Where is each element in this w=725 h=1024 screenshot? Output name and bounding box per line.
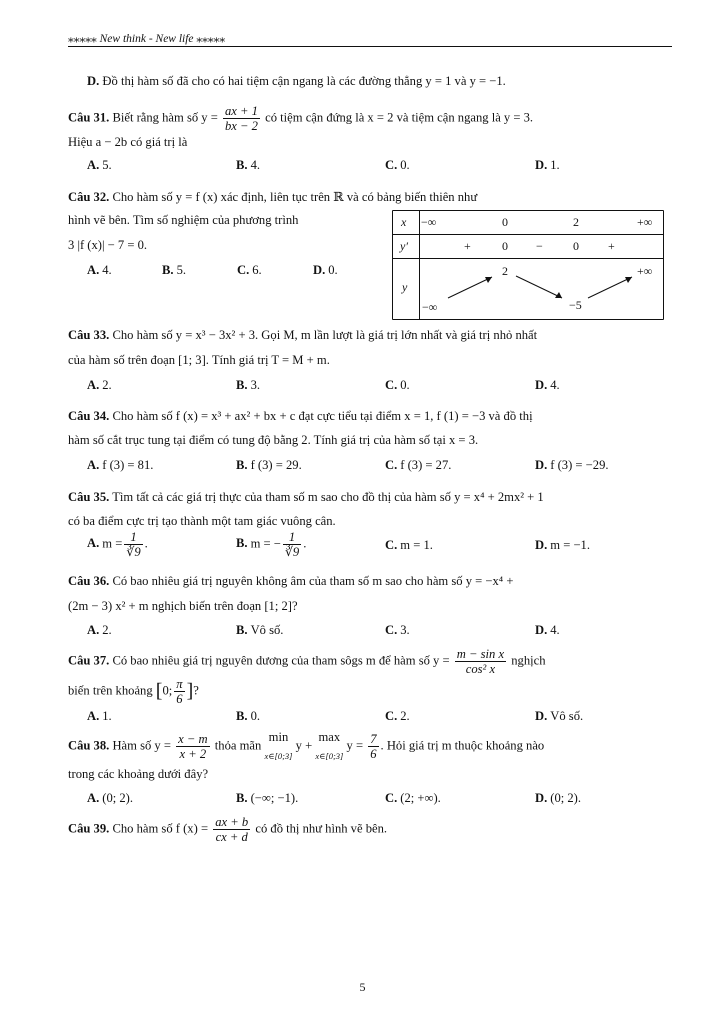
option-text: f (3) = 81. bbox=[102, 458, 154, 472]
numerator: 1 bbox=[130, 530, 137, 544]
option-key: A. bbox=[87, 791, 100, 805]
q34-option-b bbox=[236, 458, 302, 473]
option-key: B. bbox=[162, 263, 174, 277]
q37-post: nghịch bbox=[511, 653, 546, 668]
option-text: 4. bbox=[550, 623, 560, 637]
q38-option-d bbox=[535, 791, 581, 806]
q39-post: có đồ thị như hình vẽ bên. bbox=[255, 821, 388, 836]
question-label: Câu 31. bbox=[68, 110, 110, 125]
option-text: f (3) = 29. bbox=[250, 458, 302, 472]
option-key: D. bbox=[535, 458, 548, 472]
option-text: 5. bbox=[176, 263, 187, 277]
q38-option-a bbox=[87, 791, 133, 806]
interval-fraction bbox=[174, 677, 184, 706]
q31-post: có tiệm cận đứng là x = 2 và tiệm cận ngang là y = 3. bbox=[265, 110, 534, 125]
q39-stem bbox=[68, 815, 387, 844]
denominator: cos² x bbox=[455, 661, 506, 676]
option-text: 5. bbox=[102, 158, 112, 172]
interval-left: 0; bbox=[162, 683, 173, 698]
q34-stem bbox=[68, 409, 533, 424]
option-text: m = −1. bbox=[550, 538, 590, 552]
q35-option-a bbox=[87, 530, 148, 559]
q35-option-d bbox=[535, 538, 590, 553]
q32-option-b bbox=[162, 263, 186, 278]
option-key: C. bbox=[385, 158, 398, 172]
sign: − bbox=[536, 239, 543, 253]
q36-option-c bbox=[385, 623, 410, 638]
q31-option-a bbox=[87, 158, 112, 173]
option-key: D. bbox=[87, 74, 100, 88]
option-text: 1. bbox=[550, 158, 560, 172]
question-label: Câu 38. bbox=[68, 738, 110, 753]
option-text: 6. bbox=[252, 263, 262, 277]
q37-stem bbox=[68, 647, 546, 676]
question-label: Câu 33. bbox=[68, 328, 110, 342]
q34-line2: hàm số cắt trục tung tại điểm có tung độ bằng 2. Tính giá trị của hàm số tại x = 3. bbox=[68, 433, 479, 447]
numerator: m − sin x bbox=[456, 647, 505, 661]
q31-pre: Biết rằng hàm số y = bbox=[112, 110, 218, 125]
option-text: 2. bbox=[102, 378, 112, 392]
q32-line2: hình vẽ bên. Tìm số nghiệm của phương trình bbox=[68, 213, 299, 227]
option-key: D. bbox=[535, 378, 548, 392]
option-key: A. bbox=[87, 263, 100, 277]
max-word: max bbox=[318, 730, 341, 744]
q38-mid1: thỏa mãn bbox=[214, 738, 262, 753]
fraction bbox=[283, 530, 301, 559]
option-key: D. bbox=[535, 709, 548, 723]
q31-line2: Hiệu a − 2b có giá trị là bbox=[68, 135, 188, 149]
option-key: B. bbox=[236, 158, 248, 172]
q38-stem bbox=[68, 731, 544, 762]
option-text: 1. bbox=[102, 709, 112, 723]
option-key: D. bbox=[535, 538, 548, 552]
q36-option-d bbox=[535, 623, 560, 638]
numerator: ax + b bbox=[215, 815, 249, 829]
option-text: Vô số. bbox=[550, 709, 584, 723]
q38-option-c bbox=[385, 791, 441, 806]
option-text: 4. bbox=[550, 378, 560, 392]
q31-stem bbox=[68, 104, 533, 133]
q37-line2-text: biến trên khoảng bbox=[68, 683, 153, 698]
option-text: 4. bbox=[250, 158, 261, 172]
q37-option-b bbox=[236, 709, 260, 724]
y-value: −∞ bbox=[422, 300, 438, 314]
q38-option-b bbox=[236, 791, 298, 806]
option-text: 2. bbox=[102, 623, 112, 637]
max-subscript: x∈[0;3] bbox=[315, 751, 344, 761]
option-text: 3. bbox=[400, 623, 410, 637]
option-text: f (3) = 27. bbox=[400, 458, 452, 472]
question-label: Câu 34. bbox=[68, 409, 110, 423]
option-key: A. bbox=[87, 378, 100, 392]
numerator: ax + 1 bbox=[225, 104, 258, 118]
option-key: A. bbox=[87, 623, 100, 637]
y-value: +∞ bbox=[637, 264, 653, 278]
option-key: C. bbox=[385, 378, 398, 392]
numerator: 1 bbox=[288, 530, 296, 544]
q35-option-b bbox=[236, 530, 306, 559]
q37-line2 bbox=[68, 677, 199, 706]
option-key: B. bbox=[236, 791, 248, 805]
min-operator bbox=[264, 731, 292, 762]
q33-option-a bbox=[87, 378, 112, 393]
q32-line3: 3 |f (x)| − 7 = 0. bbox=[68, 238, 148, 252]
q32-line1: Cho hàm số y = f (x) xác định, liên tục trên ℝ và có bảng biến thiên như bbox=[112, 190, 478, 204]
q31-fraction bbox=[223, 104, 260, 133]
option-key: C. bbox=[385, 458, 398, 472]
q37-fraction bbox=[455, 647, 506, 676]
option-key: A. bbox=[87, 158, 100, 172]
q38-mid3: y = bbox=[346, 738, 364, 753]
q32-option-d bbox=[313, 263, 338, 278]
q36-line2: (2m − 3) x² + m nghịch biến trên đoạn [1; 2]? bbox=[68, 599, 298, 613]
question-label: Câu 36. bbox=[68, 574, 110, 588]
option-text: (0; 2). bbox=[102, 791, 134, 805]
option-key: C. bbox=[385, 791, 398, 805]
q39-fraction bbox=[213, 815, 250, 844]
option-key: B. bbox=[236, 623, 248, 637]
option-text: 3. bbox=[250, 378, 261, 392]
option-text: m = − bbox=[250, 536, 281, 551]
q35-line1: Tìm tất cả các giá trị thực của tham số m sao cho đồ thị của hàm số y = x⁴ + 2mx² + 1 bbox=[112, 490, 544, 504]
sign: + bbox=[464, 239, 471, 253]
x-value: −∞ bbox=[421, 215, 437, 229]
option-text: 0. bbox=[250, 709, 261, 723]
q32-stem bbox=[68, 189, 477, 205]
q33-line2: của hàm số trên đoạn [1; 3]. Tính giá trị T = M + m. bbox=[68, 353, 330, 367]
q35-stem bbox=[68, 490, 544, 505]
denominator: 6 bbox=[174, 691, 184, 706]
q30-option-d bbox=[87, 74, 506, 89]
y-value: 2 bbox=[502, 264, 508, 278]
option-key: D. bbox=[313, 263, 326, 277]
option-text: 2. bbox=[400, 709, 410, 723]
sign: 0 bbox=[502, 239, 508, 253]
numerator: x − m bbox=[178, 732, 208, 746]
sign: 0 bbox=[573, 239, 579, 253]
option-text: Vô số. bbox=[250, 623, 284, 637]
option-key: C. bbox=[385, 538, 398, 552]
option-text: 4. bbox=[102, 263, 112, 277]
option-text: (−∞; −1). bbox=[250, 791, 299, 805]
option-key: A. bbox=[87, 458, 100, 472]
option-text: f (3) = −29. bbox=[550, 458, 609, 472]
q35-option-c bbox=[385, 538, 433, 553]
y-label: y bbox=[402, 280, 408, 294]
option-key: C. bbox=[385, 623, 398, 637]
q38-mid2: y + bbox=[295, 738, 313, 753]
q36-stem bbox=[68, 574, 513, 589]
option-text-end: . bbox=[144, 536, 148, 551]
max-operator bbox=[315, 731, 343, 762]
sign: + bbox=[608, 239, 615, 253]
q38-line2: trong các khoảng dưới đây? bbox=[68, 767, 209, 781]
option-text: (2; +∞). bbox=[400, 791, 441, 805]
numerator: 7 bbox=[370, 732, 377, 746]
arrow-up bbox=[448, 277, 492, 298]
q32-option-a bbox=[87, 263, 112, 278]
q37-pre: Có bao nhiêu giá trị nguyên dương của tham sôgs m để hàm số y = bbox=[112, 653, 450, 668]
denominator: bx − 2 bbox=[225, 119, 258, 133]
numerator: π bbox=[176, 677, 183, 691]
option-key: C. bbox=[237, 263, 250, 277]
q38-post: . Hỏi giá trị m thuộc khoảng nào bbox=[380, 738, 545, 753]
q36-option-a bbox=[87, 623, 112, 638]
page-number: 5 bbox=[359, 980, 366, 994]
option-key: B. bbox=[236, 709, 248, 723]
option-text: m = 1. bbox=[400, 538, 433, 552]
option-text: 0. bbox=[400, 158, 410, 172]
denominator: 6 bbox=[370, 747, 377, 761]
q33-stem bbox=[68, 328, 537, 343]
q31-option-b bbox=[236, 158, 260, 173]
question-label: Câu 32. bbox=[68, 190, 110, 204]
q34-option-d bbox=[535, 458, 609, 473]
q34-option-c bbox=[385, 458, 451, 473]
x-value: 0 bbox=[502, 215, 508, 229]
interval-open-bracket: [ bbox=[155, 680, 163, 702]
option-text: 0. bbox=[328, 263, 338, 277]
q34-line1: Cho hàm số f (x) = x³ + ax² + bx + c đạt cực tiểu tại điểm x = 1, f (1) = −3 và đồ thị bbox=[112, 409, 533, 423]
denominator: cx + d bbox=[213, 829, 250, 844]
arrow-up-2 bbox=[588, 277, 632, 298]
option-text: m = bbox=[102, 536, 123, 551]
q38-fraction bbox=[176, 732, 209, 761]
q36-line1: Có bao nhiêu giá trị nguyên không âm của tham số m sao cho hàm số y = −x⁴ + bbox=[112, 574, 514, 588]
page-header: ⁎⁎⁎⁎⁎ New think - New life ⁎⁎⁎⁎⁎ bbox=[68, 33, 226, 45]
option-text: (0; 2). bbox=[550, 791, 582, 805]
x-value: +∞ bbox=[637, 215, 653, 229]
x-value: 2 bbox=[573, 215, 579, 229]
option-key: A. bbox=[87, 709, 100, 723]
interval-close-bracket: ] bbox=[186, 680, 194, 702]
q37-option-d bbox=[535, 709, 583, 724]
option-key: D. bbox=[535, 623, 548, 637]
q34-option-a bbox=[87, 458, 153, 473]
option-text: Đồ thị hàm số đã cho có hai tiệm cận ngang là các đường thẳng y = 1 và y = −1. bbox=[102, 74, 506, 88]
fraction bbox=[124, 530, 142, 559]
q32-option-c bbox=[237, 263, 262, 278]
option-key: B. bbox=[236, 378, 248, 392]
question-label: Câu 37. bbox=[68, 653, 110, 668]
min-subscript: x∈[0;3] bbox=[264, 751, 293, 761]
q35-line2: có ba điểm cực trị tạo thành một tam giác vuông cân. bbox=[68, 514, 336, 528]
q33-option-d bbox=[535, 378, 560, 393]
option-key: B. bbox=[236, 458, 248, 472]
q38-pre: Hàm số y = bbox=[112, 738, 171, 753]
q33-option-b bbox=[236, 378, 260, 393]
option-key: A. bbox=[87, 536, 100, 551]
y-value: −5 bbox=[569, 298, 582, 312]
option-text-end: . bbox=[303, 536, 307, 551]
q37-option-a bbox=[87, 709, 112, 724]
arrow-down bbox=[516, 276, 562, 298]
denominator: ∛9 bbox=[126, 545, 141, 559]
q33-line1: Cho hàm số y = x³ − 3x² + 3. Gọi M, m lần lượt là giá trị lớn nhất và giá trị nhỏ nhất bbox=[112, 328, 538, 342]
question-label: Câu 35. bbox=[68, 490, 110, 504]
denominator: x + 2 bbox=[176, 746, 209, 761]
q33-option-c bbox=[385, 378, 410, 393]
q31-option-c bbox=[385, 158, 410, 173]
option-key: C. bbox=[385, 709, 398, 723]
option-key: D. bbox=[535, 158, 548, 172]
question-label: Câu 39. bbox=[68, 821, 110, 836]
q37-line2-end: ? bbox=[193, 683, 199, 698]
q37-option-c bbox=[385, 709, 410, 724]
option-key: B. bbox=[236, 536, 248, 551]
header-rule bbox=[68, 46, 672, 47]
q38-rhs-fraction bbox=[368, 732, 378, 761]
x-label: x bbox=[401, 215, 407, 229]
variation-table bbox=[392, 210, 664, 320]
option-key: D. bbox=[535, 791, 548, 805]
q36-option-b bbox=[236, 623, 283, 638]
q39-pre: Cho hàm số f (x) = bbox=[112, 821, 209, 836]
q31-option-d bbox=[535, 158, 560, 173]
denominator: ∛9 bbox=[284, 545, 300, 559]
option-text: 0. bbox=[400, 378, 410, 392]
min-word: min bbox=[268, 730, 289, 744]
yp-label: y′ bbox=[400, 239, 408, 253]
